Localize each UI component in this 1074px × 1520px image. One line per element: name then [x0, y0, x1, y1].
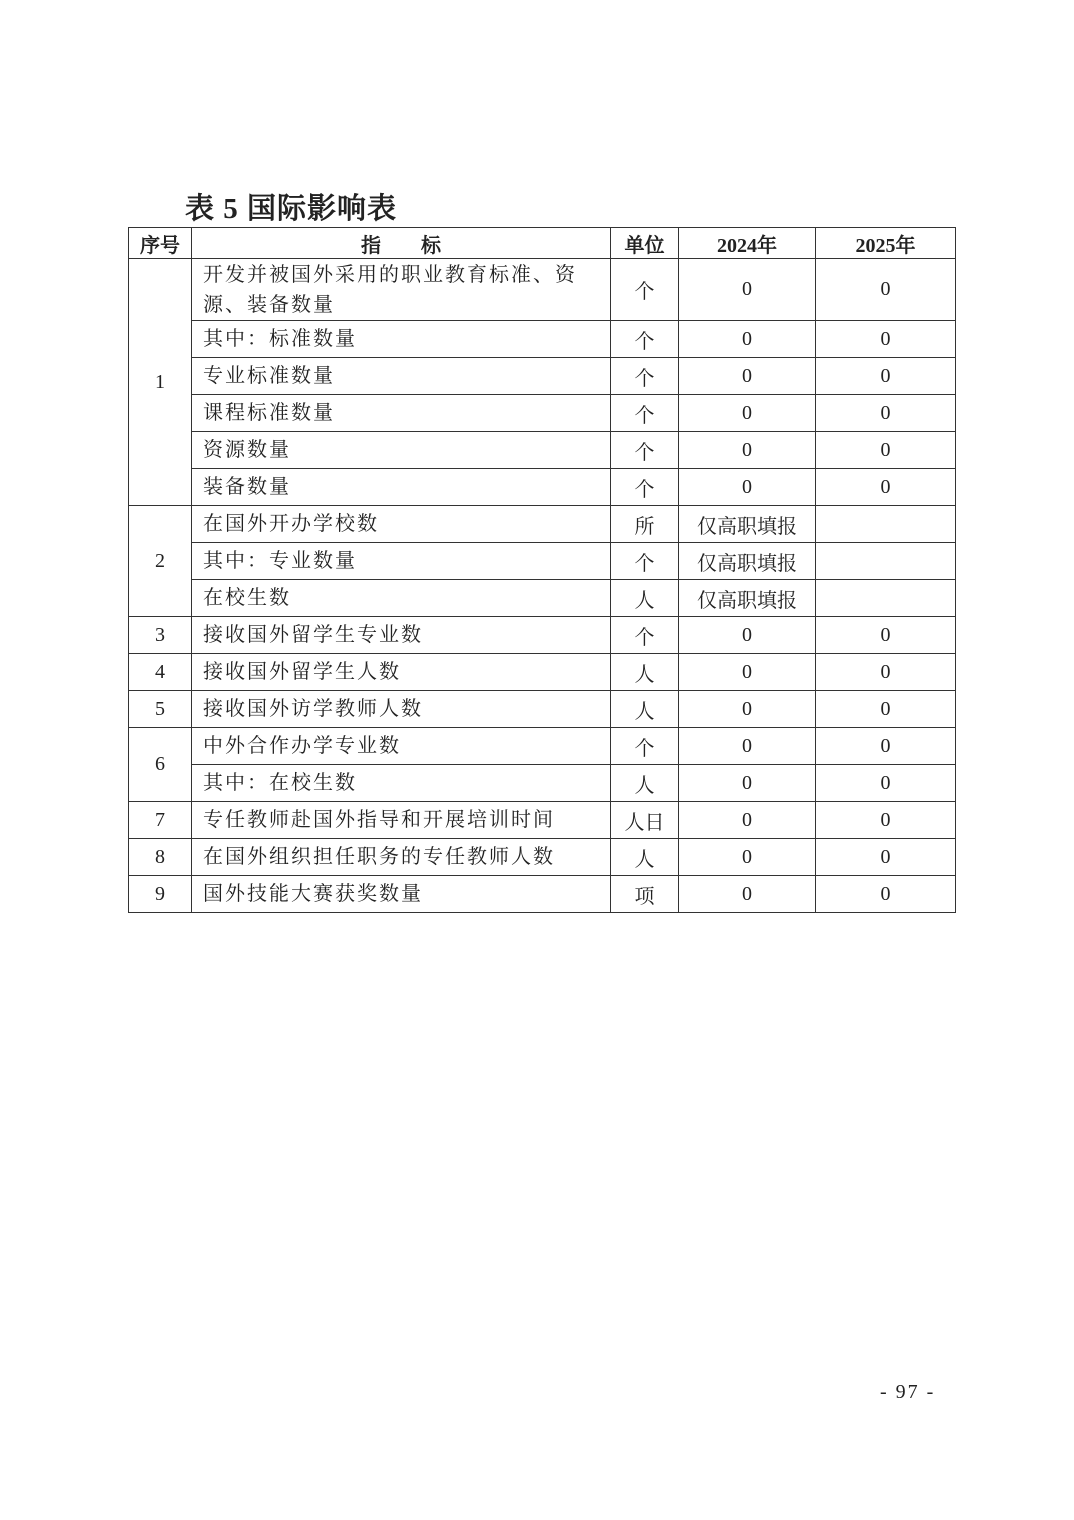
table-row — [129, 543, 956, 580]
indicator-cell: 在国外组织担任职务的专任教师人数 — [192, 839, 611, 876]
value-2025-cell: 0 — [816, 321, 956, 358]
unit-cell: 个 — [611, 432, 679, 469]
unit-cell: 个 — [611, 469, 679, 506]
value-2024-cell: 仅高职填报 — [679, 580, 816, 617]
page-number: - 97 - — [880, 1381, 936, 1403]
value-2025-cell: 0 — [816, 765, 956, 802]
unit-cell: 个 — [611, 728, 679, 765]
unit-cell: 个 — [611, 543, 679, 580]
value-2025-cell: 0 — [816, 728, 956, 765]
value-2024-cell: 0 — [679, 432, 816, 469]
value-2024-cell: 0 — [679, 802, 816, 839]
unit-cell: 人 — [611, 580, 679, 617]
value-2024-cell: 0 — [679, 358, 816, 395]
table-row — [129, 765, 956, 802]
value-2025-cell: 0 — [816, 876, 956, 913]
value-2024-cell: 0 — [679, 728, 816, 765]
table-row — [129, 654, 956, 691]
unit-cell: 人 — [611, 691, 679, 728]
unit-cell: 人日 — [611, 802, 679, 839]
seq-cell: 5 — [129, 691, 192, 728]
value-2025-cell: 0 — [816, 358, 956, 395]
table-body — [129, 259, 956, 913]
unit-cell: 个 — [611, 617, 679, 654]
value-2024-cell: 0 — [679, 469, 816, 506]
table-row — [129, 802, 956, 839]
indicator-cell: 国外技能大赛获奖数量 — [192, 876, 611, 913]
value-2024-cell: 0 — [679, 395, 816, 432]
seq-cell: 7 — [129, 802, 192, 839]
value-2024-cell: 0 — [679, 654, 816, 691]
indicator-cell: 其中：在校生数 — [192, 765, 611, 802]
value-2024-cell: 0 — [679, 691, 816, 728]
unit-cell: 所 — [611, 506, 679, 543]
value-2024-cell: 仅高职填报 — [679, 543, 816, 580]
header-indicator: 指 标 — [192, 228, 611, 259]
indicator-cell: 开发并被国外采用的职业教育标准、资源、装备数量 — [192, 259, 611, 321]
table-row — [129, 617, 956, 654]
value-2025-cell: 0 — [816, 654, 956, 691]
value-2025-cell: 0 — [816, 839, 956, 876]
indicator-cell: 装备数量 — [192, 469, 611, 506]
value-2024-cell: 仅高职填报 — [679, 506, 816, 543]
indicator-cell: 专业标准数量 — [192, 358, 611, 395]
value-2024-cell: 0 — [679, 259, 816, 321]
table-row — [129, 395, 956, 432]
indicator-cell: 在国外开办学校数 — [192, 506, 611, 543]
indicator-cell: 接收国外留学生人数 — [192, 654, 611, 691]
value-2025-cell — [816, 543, 956, 580]
unit-cell: 人 — [611, 839, 679, 876]
seq-cell: 6 — [129, 728, 192, 802]
seq-cell: 8 — [129, 839, 192, 876]
value-2025-cell: 0 — [816, 395, 956, 432]
value-2024-cell: 0 — [679, 876, 816, 913]
value-2024-cell: 0 — [679, 321, 816, 358]
table-row — [129, 691, 956, 728]
value-2025-cell: 0 — [816, 617, 956, 654]
indicator-cell: 其中：专业数量 — [192, 543, 611, 580]
value-2025-cell: 0 — [816, 259, 956, 321]
header-2025: 2025年 — [816, 228, 956, 259]
seq-cell: 3 — [129, 617, 192, 654]
seq-cell: 2 — [129, 506, 192, 617]
table-row — [129, 580, 956, 617]
indicator-cell: 资源数量 — [192, 432, 611, 469]
indicator-cell: 其中：标准数量 — [192, 321, 611, 358]
value-2025-cell: 0 — [816, 691, 956, 728]
table-title: 表 5 国际影响表 — [185, 193, 398, 225]
table-row — [129, 839, 956, 876]
unit-cell: 人 — [611, 765, 679, 802]
table-row — [129, 506, 956, 543]
header-unit: 单位 — [611, 228, 679, 259]
unit-cell: 个 — [611, 259, 679, 321]
table-header-row — [129, 228, 956, 259]
indicator-cell: 课程标准数量 — [192, 395, 611, 432]
value-2024-cell: 0 — [679, 765, 816, 802]
table-row — [129, 469, 956, 506]
table-row — [129, 876, 956, 913]
table-row — [129, 728, 956, 765]
indicator-cell: 中外合作办学专业数 — [192, 728, 611, 765]
value-2025-cell — [816, 580, 956, 617]
indicator-cell: 在校生数 — [192, 580, 611, 617]
unit-cell: 项 — [611, 876, 679, 913]
value-2024-cell: 0 — [679, 839, 816, 876]
table-row — [129, 432, 956, 469]
value-2025-cell: 0 — [816, 469, 956, 506]
value-2025-cell: 0 — [816, 802, 956, 839]
value-2025-cell — [816, 506, 956, 543]
seq-cell: 4 — [129, 654, 192, 691]
unit-cell: 人 — [611, 654, 679, 691]
table-row — [129, 259, 956, 321]
value-2025-cell: 0 — [816, 432, 956, 469]
table-row — [129, 358, 956, 395]
value-2024-cell: 0 — [679, 617, 816, 654]
table-row — [129, 321, 956, 358]
header-seq: 序号 — [129, 228, 192, 259]
international-influence-table — [128, 227, 956, 913]
unit-cell: 个 — [611, 395, 679, 432]
unit-cell: 个 — [611, 321, 679, 358]
header-2024: 2024年 — [679, 228, 816, 259]
indicator-cell: 接收国外访学教师人数 — [192, 691, 611, 728]
unit-cell: 个 — [611, 358, 679, 395]
indicator-cell: 专任教师赴国外指导和开展培训时间 — [192, 802, 611, 839]
indicator-cell: 接收国外留学生专业数 — [192, 617, 611, 654]
seq-cell: 9 — [129, 876, 192, 913]
seq-cell: 1 — [129, 259, 192, 506]
